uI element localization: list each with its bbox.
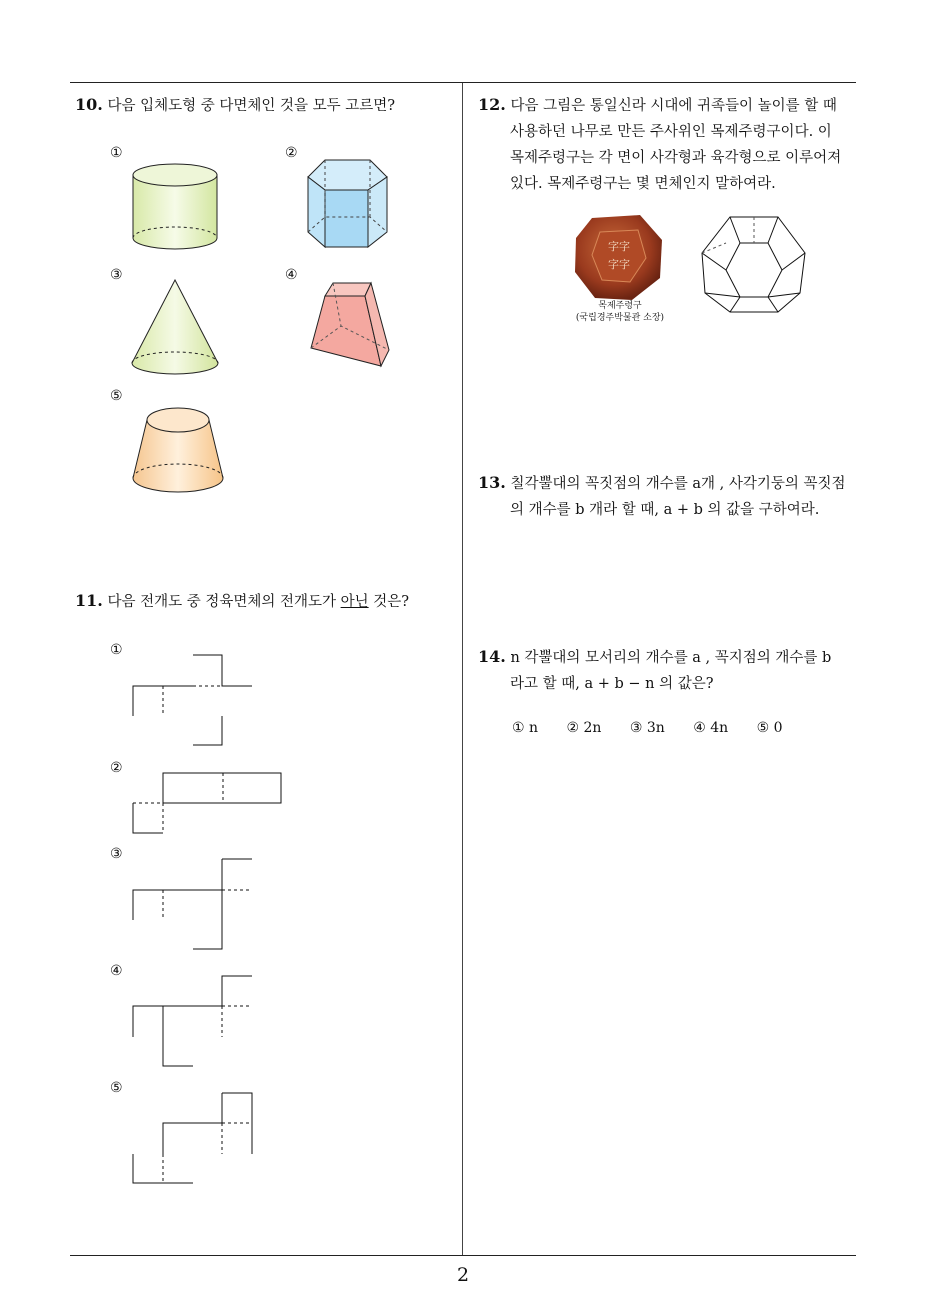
- question-number: 14.: [478, 647, 506, 666]
- q10-option-4-label: ④: [285, 267, 298, 283]
- choice-2[interactable]: ② 2n: [566, 720, 602, 736]
- question-line-1: 칠각뿔대의 꼭짓점의 개수를 a개 , 사각기둥의 꼭짓점: [510, 476, 846, 492]
- question-number: 12.: [478, 95, 506, 114]
- caption-line-2: (국립경주박물관 소장): [575, 313, 665, 323]
- question-13: [478, 470, 863, 523]
- bottom-rule: [70, 1255, 856, 1256]
- q11-option-1-label: ①: [110, 642, 123, 658]
- question-line-3: 목제주령구는 각 면이 사각형과 육각형으로 이루어져: [510, 150, 842, 166]
- cube-net-2: [130, 772, 290, 837]
- cone-frustum-figure: [125, 398, 230, 508]
- question-line-2: 사용하던 나무로 만든 주사위인 목제주령구이다. 이: [510, 124, 832, 140]
- question-12: [478, 92, 863, 197]
- polyhedron-line-drawing: [700, 215, 810, 315]
- q11-option-5-label: ⑤: [110, 1080, 123, 1096]
- question-line-2: 의 개수를 b 개라 할 때, a + b 의 값을 구하여라.: [510, 502, 820, 518]
- page-number: 2: [456, 1264, 470, 1286]
- q11-option-3-label: ③: [110, 846, 123, 862]
- question-line-1: n 각뿔대의 모서리의 개수를 a , 꼭지점의 개수를 b: [510, 650, 832, 666]
- question-text-end: 것은?: [368, 594, 410, 610]
- cube-net-3: [130, 858, 255, 953]
- question-14: [478, 644, 863, 697]
- question-number: 10.: [75, 95, 103, 114]
- q10-option-3-label: ③: [110, 267, 123, 283]
- question-10: [75, 92, 455, 119]
- q10-option-1-label: ①: [110, 145, 123, 161]
- question-line-4: 있다. 목제주령구는 몇 면체인지 말하여라.: [510, 176, 776, 192]
- question-number: 13.: [478, 473, 506, 492]
- square-frustum-figure: [303, 278, 393, 370]
- choice-3[interactable]: ③ 3n: [629, 720, 665, 736]
- choice-1[interactable]: ① n: [512, 720, 539, 736]
- q10-option-5-label: ⑤: [110, 388, 123, 404]
- caption-line-1: 목제주령구: [598, 301, 642, 311]
- q14-choices: [512, 720, 862, 736]
- photo-caption: [555, 300, 685, 324]
- question-line-2: 라고 할 때, a + b − n 의 값은?: [510, 676, 714, 692]
- question-text-start: 다음 전개도 중 정육면체의 전개도가: [107, 594, 341, 610]
- q11-option-2-label: ②: [110, 760, 123, 776]
- question-text-underlined: 아닌: [340, 594, 369, 610]
- svg-text:字字: 字字: [608, 258, 630, 271]
- q10-option-2-label: ②: [285, 145, 298, 161]
- cylinder-figure: [125, 160, 225, 260]
- wooden-dice-photo: [570, 210, 670, 305]
- cube-net-4: [130, 975, 255, 1070]
- cube-net-5: [130, 1092, 255, 1187]
- cube-net-1: [130, 654, 255, 749]
- cone-figure: [125, 275, 225, 380]
- choice-4[interactable]: ④ 4n: [693, 720, 729, 736]
- question-text: 다음 입체도형 중 다면체인 것을 모두 고르면?: [107, 98, 396, 114]
- svg-text:字字: 字字: [608, 240, 630, 253]
- question-line-1: 다음 그림은 통일신라 시대에 귀족들이 놀이를 할 때: [510, 98, 837, 114]
- q11-option-4-label: ④: [110, 963, 123, 979]
- column-divider: [462, 83, 463, 1255]
- choice-5[interactable]: ⑤ 0: [756, 720, 783, 736]
- top-rule: [70, 82, 856, 83]
- question-number: 11.: [75, 591, 103, 610]
- question-11: [75, 588, 455, 615]
- hexagonal-prism-figure: [300, 152, 395, 252]
